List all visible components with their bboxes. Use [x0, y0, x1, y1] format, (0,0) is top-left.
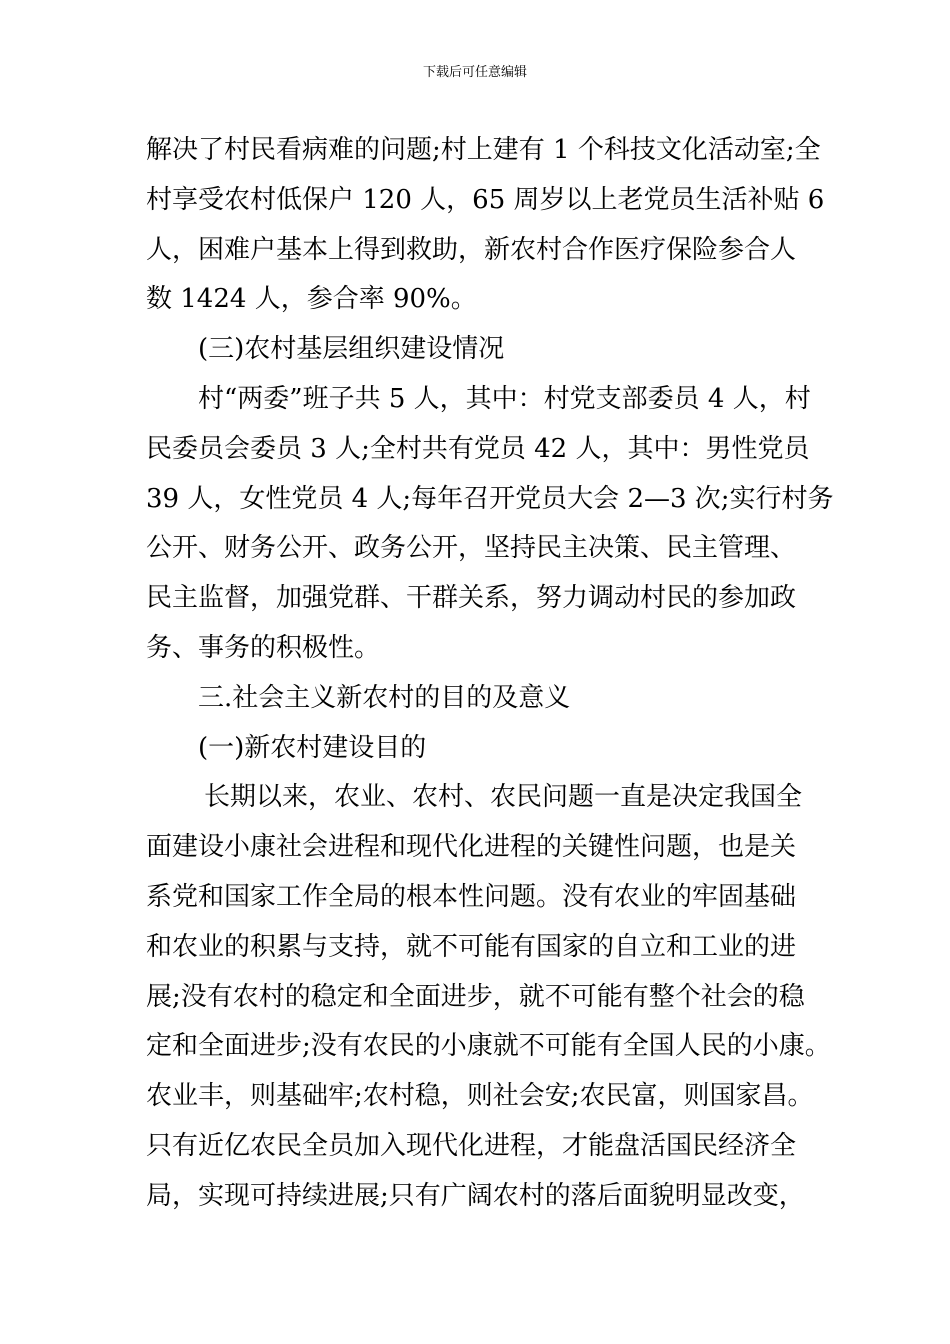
body-line: 人，困难户基本上得到救助，新农村合作医疗保险参合人 — [146, 234, 797, 265]
body-line: 民委员会委员 3 人;全村共有党员 42 人，其中：男性党员 — [146, 433, 810, 464]
body-line: 村“两委”班子共 5 人，其中：村党支部委员 4 人，村 — [198, 383, 811, 414]
body-line: 农业丰，则基础牢;农村稳，则社会安;农民富，则国家昌。 — [146, 1081, 814, 1112]
page-header: 下载后可任意编辑 — [422, 65, 527, 80]
body-line: 数 1424 人，参合率 90%。 — [146, 284, 477, 315]
body-line: 面建设小康社会进程和现代化进程的关键性问题，也是关 — [146, 832, 797, 863]
body-line: 务、事务的积极性。 — [146, 632, 381, 663]
body-line: 定和全面进步;没有农民的小康就不可能有全国人民的小康。 — [146, 1031, 831, 1062]
body-line: 解决了村民看病难的问题;村上建有 1 个科技文化活动室;全 — [146, 135, 821, 165]
body-line: 长期以来，农业、农村、农民问题一直是决定我国全 — [204, 782, 803, 813]
body-line: 和农业的积累与支持，就不可能有国家的自立和工业的进 — [146, 931, 797, 962]
chapter-heading: 三.社会主义新农村的目的及意义 — [198, 682, 571, 713]
document-body — [146, 126, 834, 1222]
section-heading: (三)农村基层组织建设情况 — [198, 334, 505, 365]
body-line: 公开、财务公开、政务公开，坚持民主决策、民主管理、 — [146, 533, 797, 564]
body-line: 展;没有农村的稳定和全面进步，就不可能有整个社会的稳 — [146, 981, 805, 1012]
section-heading: (一)新农村建设目的 — [198, 732, 427, 763]
body-line: 只有近亿农民全员加入现代化进程，才能盘活国民经济全 — [146, 1130, 797, 1161]
body-line: 民主监督，加强党群、干群关系，努力调动村民的参加政 — [146, 583, 797, 614]
body-line: 系党和国家工作全局的根本性问题。没有农业的牢固基础 — [146, 881, 797, 912]
body-line: 局，实现可持续进展;只有广阔农村的落后面貌明显改变， — [146, 1180, 805, 1211]
body-line: 村享受农村低保户 120 人，65 周岁以上老党员生活补贴 6 — [146, 184, 825, 215]
body-line: 39 人，女性党员 4 人;每年召开党员大会 2—3 次;实行村务 — [146, 483, 834, 514]
